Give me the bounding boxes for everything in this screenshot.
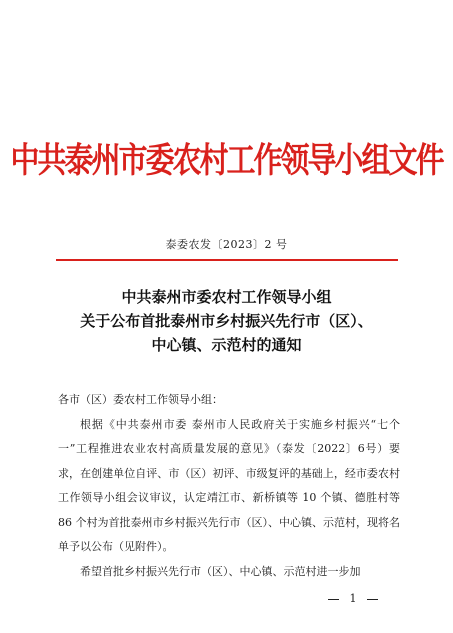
document-body [58,388,400,584]
footer-dash-right [367,599,378,600]
document-masthead: 中共泰州市委农村工作领导小组文件 [10,139,443,181]
title-line-2: 关于公布首批泰州市乡村振兴先行市（区）、 [80,312,373,330]
body-paragraph-1: 根据《中共泰州市委 泰州市人民政府关于实施乡村振兴“七个一”工程推进农业农村高质量发展的意见》（泰发〔2022〕6号）要求，在创建单位自评、市（区）初评、市级复评的基础上，经市委农村工作领导小组会议审议，认定靖江市、新桥镇等 10 个镇、德胜村等 86 个村为首批泰州市乡村振兴先行市（区）、中心镇、示范村，现将名单予以公布（见附件）。 [58,417,400,553]
salutation: 各市（区）委农村工作领导小组： [58,393,223,406]
title-line-1: 中共泰州市委农村工作领导小组 [121,288,332,306]
page-footer [0,590,453,610]
red-divider-line [56,259,398,261]
footer-dash-left [328,599,339,600]
page-number: 1 [349,592,357,605]
document-number: 泰委农发〔2023〕2 号 [165,238,288,251]
body-paragraph-2: 希望首批乡村振兴先行市（区）、中心镇、示范村进一步加 [80,564,361,578]
title-line-3: 中心镇、示范村的通知 [151,336,302,354]
document-title [0,285,453,357]
